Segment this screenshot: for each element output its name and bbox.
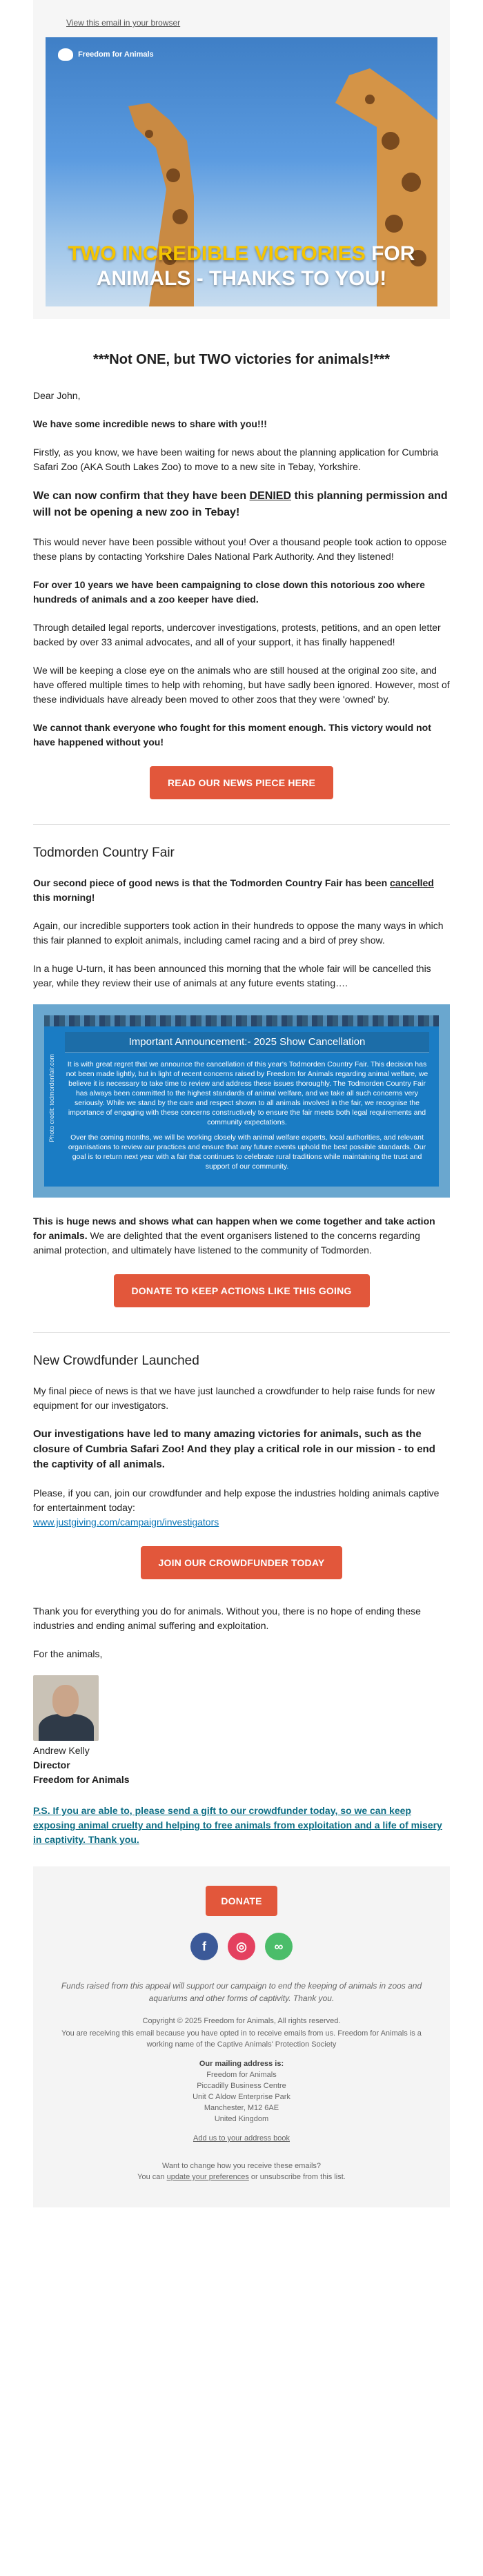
crowdfunder-paragraph-2: Please, if you can, join our crowdfunder and help expose the industries holding animals captive for entertainment today: www.justgiving.com/campaign/investigators (33, 1487, 440, 1528)
hero-headline-for: FOR (371, 242, 415, 265)
brand-logo-text: Freedom for Animals (78, 50, 154, 59)
lead-text: We have some incredible news to share with you!!! (33, 418, 267, 429)
huge-news-paragraph: This is huge news and shows what can happen when we come together and take action for animals. We are delighted that the event organisers listened to the concerns regarding animal protection, and ultimately have listened to the community of Todmorden. (33, 1216, 435, 1256)
link-icon[interactable]: ∞ (265, 1933, 293, 1960)
hero-image (46, 37, 437, 306)
hero-headline-thanks: ANIMALS - THANKS TO YOU! (96, 267, 387, 290)
todmorden-lead: Our second piece of good news is that the Todmorden Country Fair has been cancelled this morning! (33, 877, 434, 903)
planning-paragraph: Firstly, as you know, we have been waiting for news about the planning application for Cumbria Safari Zoo (AKA South Lakes Zoo) to move to a new site in Tebay, Yorkshire. (33, 447, 439, 472)
divider (33, 1332, 450, 1333)
view-in-browser-link[interactable]: View this email in your browser (66, 18, 181, 28)
closing-thanks: Thank you for everything you do for animals. Without you, there is no hope of ending these industries and ending animal suffering and exploitation. (33, 1606, 421, 1631)
greeting: Dear John, (33, 390, 81, 401)
signature-org: Freedom for Animals (33, 1774, 130, 1785)
mailing-address: Our mailing address is: Freedom for Animals Piccadilly Business Centre Unit C Aldow Enterprise Park Manchester, M12 6AE United Kingdom (193, 2060, 290, 2123)
announcement-image (33, 1004, 450, 1198)
announcement-card (44, 1026, 439, 1187)
rehoming-paragraph: We will be keeping a close eye on the animals who are still housed at the original zoo site, and have offered multiple times to help with rehoming, but have sadly been ignored. However, most of these individuals have already been moved to other zoos that they were 'owned' by. (33, 665, 450, 705)
reports-paragraph: Through detailed legal reports, undercover investigations, protests, petitions, and an open letter backed by over 33 animal advocates, and all of your support, it has finally happened! (33, 622, 441, 647)
hero-container (33, 37, 450, 319)
footer-appeal-note: Funds raised from this appeal will support our campaign to end the keeping of animals in zoos and aquariums and other forms of captivity. Thank you. (61, 1981, 422, 2003)
preheader (33, 0, 450, 37)
divider (33, 824, 450, 825)
section-heading-crowdfunder: New Crowdfunder Launched (33, 1354, 199, 1368)
announcement-paragraph-1: It is with great regret that we announce the cancellation of this year's Todmorden Country Fair. This decision has not been made lightly, but in light of recent concerns raised by Freedom for Animals regarding animal welfare, we believe it is necessary to take time to review and address these issues thoroughly. The Todmorden Country Fair has always been committed to the highest standards of animal welfare, and we take all such concerns very seriously. While we stand by the care and respect shown to all animals involved in the fair, we recognise the importance of engaging with these concerns constructively to ensure the fair meets both legal requirements and community expectations. (66, 1060, 428, 1126)
paw-icon (58, 48, 73, 61)
signature-block (33, 1744, 450, 1787)
investigations-paragraph: Our investigations have led to many amazing victories for animals, such as the closure of Cumbria Safari Zoo! And they play a critical role in our mission - to end the captivity of all animals. (33, 1428, 435, 1470)
todmorden-paragraph-2: In a huge U-turn, it has been announced this morning that the whole fair will be cancelled this year, while they review their use of animals at any future events stating…. (33, 963, 431, 988)
hero-headline (46, 242, 437, 291)
facebook-icon[interactable]: f (190, 1933, 218, 1960)
footer (33, 1866, 450, 2207)
announcement-title: Important Announcement:- 2025 Show Cancellation (65, 1032, 429, 1053)
instagram-icon[interactable]: ◎ (228, 1933, 255, 1960)
donate-actions-button[interactable]: DONATE TO KEEP ACTIONS LIKE THIS GOING (114, 1274, 370, 1307)
join-crowdfunder-button[interactable]: JOIN OUR CROWDFUNDER TODAY (141, 1546, 343, 1579)
preferences-note: Want to change how you receive these emails? You can update your preferences or unsubscribe from this list. (137, 2162, 346, 2181)
social-links (55, 1933, 428, 1960)
signature-role: Director (33, 1759, 70, 1770)
photo-credit: Photo credit: todmordenfair.com (48, 1054, 55, 1142)
mailing-label: Our mailing address is: (199, 2060, 284, 2068)
brand-logo (58, 48, 154, 61)
signoff: For the animals, (33, 1648, 103, 1659)
campaign-history: For over 10 years we have been campaigning to close down this notorious zoo where hundreds of animals and a zoo keeper have died. (33, 579, 425, 605)
section-heading-todmorden: Todmorden Country Fair (33, 846, 175, 860)
crowdfunder-link[interactable]: www.justgiving.com/campaign/investigators (33, 1516, 219, 1528)
update-preferences-link[interactable]: update your preferences (166, 2173, 249, 2181)
copyright: Copyright © 2025 Freedom for Animals, All rights reserved. (142, 2017, 341, 2025)
todmorden-paragraph-1: Again, our incredible supporters took action in their hundreds to oppose the many ways in which this fair planned to exploit animals, including camel racing and a bird of prey show. (33, 920, 444, 946)
footer-donate-button[interactable]: DONATE (206, 1886, 277, 1916)
hero-headline-yellow: TWO INCREDIBLE VICTORIES (68, 242, 366, 265)
thanks-paragraph: This would never have been possible without you! Over a thousand people took action to oppose these plans by contacting Yorkshire Dales National Park Authority. And they listened! (33, 536, 447, 562)
signature-photo (33, 1675, 99, 1741)
crowdfunder-paragraph-1: My final piece of news is that we have just launched a crowdfunder to help raise funds for new equipment for our investigators. (33, 1385, 435, 1411)
address-book-link[interactable]: Add us to your address book (193, 2134, 290, 2143)
victory-thanks: We cannot thank everyone who fought for this moment enough. This victory would not have happened without you! (33, 722, 431, 748)
announcement-photo-strip (44, 1015, 439, 1026)
ps-link[interactable]: P.S. If you are able to, please send a gift to our crowdfunder today, so we can keep exposing animal cruelty and helping to free animals from exploitation and a life of misery in captivity. Thank you. (33, 1805, 442, 1845)
main-content (0, 352, 483, 1847)
signature-name: Andrew Kelly (33, 1745, 90, 1756)
receiving-note: You are receiving this email because you have opted in to receive emails from us. Freedom for Animals is a working name of the Captive Animals' Protection Society (61, 2029, 422, 2049)
announcement-paragraph-2: Over the coming months, we will be working closely with animal welfare experts, local authorities, and relevant organisations to review our practices and ensure that any future events uphold the best possible standards. Our goal is to return next year with a fair that continues to celebrate rural traditions while maintaining the trust and support of our community. (68, 1133, 426, 1171)
read-news-button[interactable]: READ OUR NEWS PIECE HERE (150, 766, 333, 799)
denied-announcement: We can now confirm that they have been DENIED this planning permission and will not be opening a new zoo in Tebay! (33, 490, 448, 518)
email-title: ***Not ONE, but TWO victories for animals!*** (92, 352, 391, 367)
